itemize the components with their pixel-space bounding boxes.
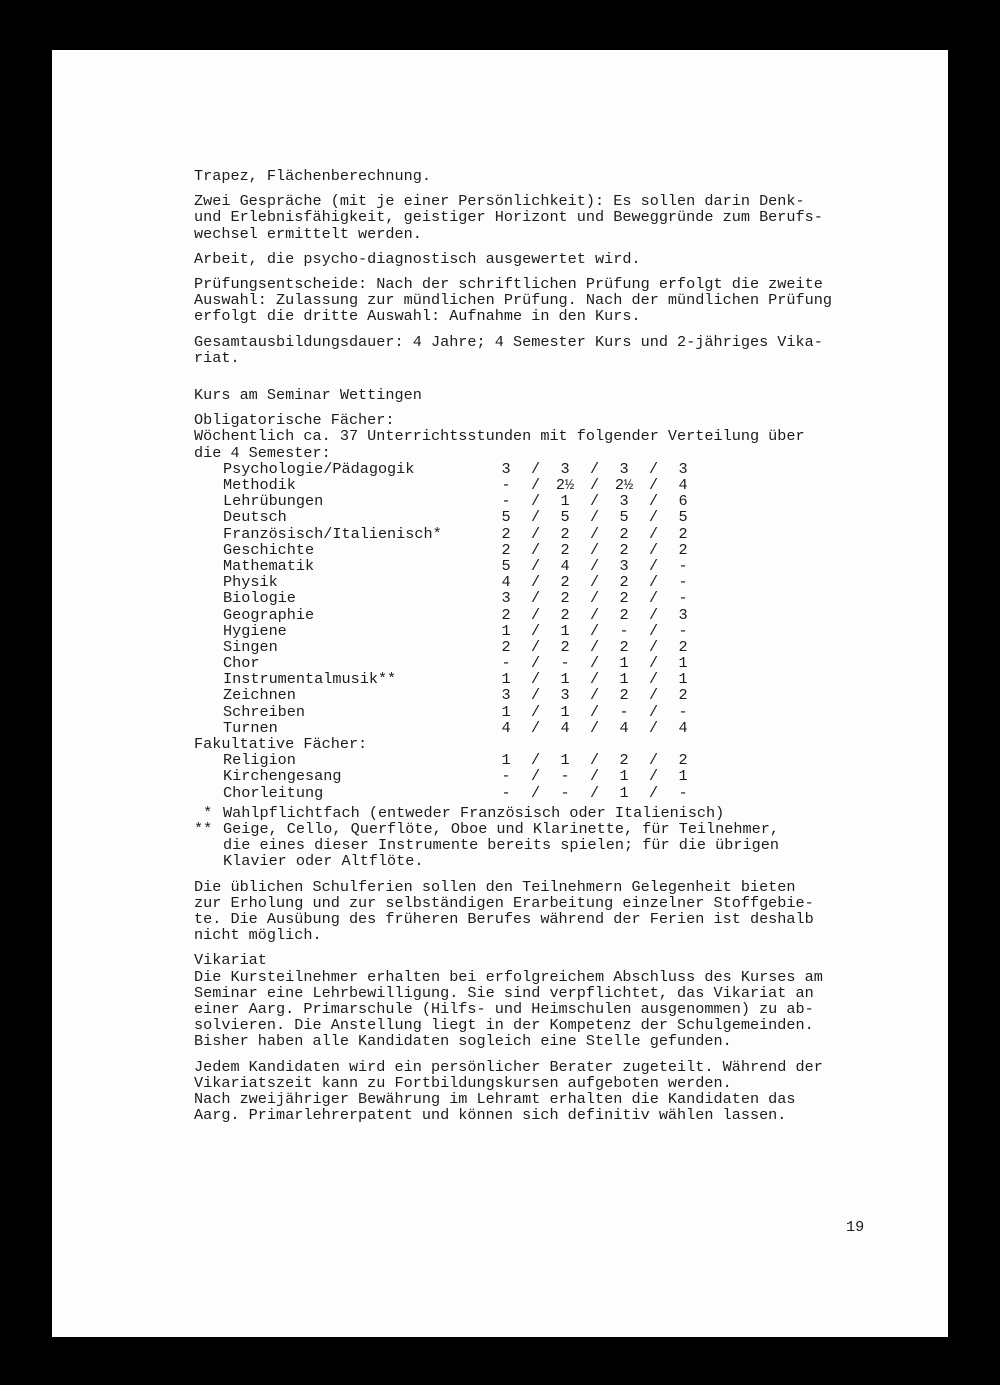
semester-hours: - xyxy=(501,783,511,802)
subject-row xyxy=(194,477,894,493)
subject-name: Geschichte xyxy=(223,540,315,559)
subject-row xyxy=(194,623,894,639)
fakultativ-heading: Fakultative Fächer: xyxy=(194,735,368,754)
semester-hours: 5 xyxy=(560,508,570,527)
separator: / xyxy=(530,621,541,640)
subject-name: Chorleitung xyxy=(223,783,324,802)
semester-hours: - xyxy=(501,492,511,511)
page-number: 19 xyxy=(846,1218,865,1236)
separator: / xyxy=(589,459,600,478)
separator: / xyxy=(589,767,600,786)
semester-hours: 1 xyxy=(619,783,629,802)
semester-hours: - xyxy=(501,767,511,786)
semester-hours: 3 xyxy=(560,459,570,478)
separator: / xyxy=(530,686,541,705)
semester-hours: 1 xyxy=(619,767,629,786)
semester-hours: 4 xyxy=(678,718,688,737)
separator: / xyxy=(589,751,600,770)
semester-hours: 4 xyxy=(501,573,511,592)
separator: / xyxy=(530,573,541,592)
separator: / xyxy=(530,492,541,511)
semester-hours: 1 xyxy=(619,670,629,689)
semester-hours: - xyxy=(678,702,688,721)
separator: / xyxy=(589,670,600,689)
gespraeche-paragraph: Zwei Gespräche (mit je einer Persönlichkeit): Es sollen darin Denk- und Erlebnisfähigkeit, geistiger Horizont und Beweggründe zum Berufs- wechsel ermittelt werden. xyxy=(194,192,823,243)
separator: / xyxy=(589,540,600,559)
subject-name: Französisch/Italienisch* xyxy=(223,524,442,543)
semester-hours: 2 xyxy=(560,589,570,608)
footnote xyxy=(194,821,894,870)
subject-row xyxy=(194,558,894,574)
subject-row xyxy=(194,590,894,606)
vikariat-paragraph-1: Die Kursteilnehmer erhalten bei erfolgreichem Abschluss des Kurses am Seminar eine Lehrbewilligung. Sie sind verpflichtet, das Vikariat an einer Aarg. Primarschule (Hilfs- und Heimschulen ausgenommen) zu ab- solvieren. Die Anstellung liegt in der Kompetenz der Schulgemeinden. Bisher haben alle Kandidaten sogleich eine Stelle gefunden. xyxy=(194,967,823,1051)
subject-name: Hygiene xyxy=(223,621,287,640)
semester-hours: 2 xyxy=(560,540,570,559)
separator: / xyxy=(530,702,541,721)
separator: / xyxy=(648,459,659,478)
semester-hours: 3 xyxy=(678,459,688,478)
kurs-title: Kurs am Seminar Wettingen xyxy=(194,386,422,405)
semester-hours: 1 xyxy=(560,751,570,770)
subject-name: Mathematik xyxy=(223,556,315,575)
subject-row xyxy=(194,639,894,655)
semester-hours: 2 xyxy=(501,524,511,543)
semester-hours: 6 xyxy=(678,492,688,511)
footnote xyxy=(194,805,894,821)
subjects-table xyxy=(194,461,894,736)
obligatorisch-heading: Obligatorische Fächer: xyxy=(194,411,395,430)
subject-row xyxy=(194,671,894,687)
separator: / xyxy=(530,783,541,802)
semester-hours: - xyxy=(560,783,570,802)
semester-hours: 4 xyxy=(560,556,570,575)
separator: / xyxy=(648,654,659,673)
semester-hours: 3 xyxy=(619,492,629,511)
semester-hours: - xyxy=(619,621,629,640)
separator: / xyxy=(648,524,659,543)
separator: / xyxy=(530,670,541,689)
semester-hours: 3 xyxy=(501,459,511,478)
semester-hours: 1 xyxy=(501,621,511,640)
subject-name: Schreiben xyxy=(223,702,306,721)
semester-hours: 2 xyxy=(619,524,629,543)
semester-hours: 3 xyxy=(619,459,629,478)
separator: / xyxy=(530,589,541,608)
semester-hours: - xyxy=(678,556,688,575)
semester-hours: 2 xyxy=(619,686,629,705)
subject-name: Singen xyxy=(223,637,278,656)
obligatorisch-text: Wöchentlich ca. 37 Unterrichtsstunden mit folgender Verteilung über die 4 Semester: xyxy=(194,427,805,462)
semester-hours: 3 xyxy=(501,589,511,608)
semester-hours: 1 xyxy=(560,670,570,689)
semester-hours: 3 xyxy=(678,605,688,624)
semester-hours: 2 xyxy=(678,751,688,770)
semester-hours: - xyxy=(678,621,688,640)
separator: / xyxy=(589,524,600,543)
semester-hours: 2 xyxy=(678,686,688,705)
semester-hours: 1 xyxy=(501,670,511,689)
semester-hours: 1 xyxy=(501,702,511,721)
semester-hours: 5 xyxy=(619,508,629,527)
semester-hours: 2 xyxy=(619,573,629,592)
subject-row xyxy=(194,704,894,720)
semester-hours: - xyxy=(501,654,511,673)
separator: / xyxy=(589,492,600,511)
semester-hours: 1 xyxy=(678,670,688,689)
semester-hours: - xyxy=(501,476,511,495)
subject-row xyxy=(194,526,894,542)
fakultativ-table xyxy=(194,752,894,801)
footnote-mark: * xyxy=(194,803,213,822)
separator: / xyxy=(589,718,600,737)
subject-row xyxy=(194,768,894,784)
separator: / xyxy=(530,540,541,559)
separator: / xyxy=(530,654,541,673)
vikariat-title: Vikariat xyxy=(194,951,267,970)
semester-hours: 4 xyxy=(560,718,570,737)
separator: / xyxy=(530,556,541,575)
semester-hours: 2 xyxy=(501,637,511,656)
separator: / xyxy=(589,589,600,608)
semester-hours: 2 xyxy=(678,524,688,543)
semester-hours: 2 xyxy=(501,605,511,624)
semester-hours: 2 xyxy=(619,751,629,770)
semester-hours: 1 xyxy=(560,702,570,721)
separator: / xyxy=(648,540,659,559)
separator: / xyxy=(530,637,541,656)
separator: / xyxy=(589,508,600,527)
separator: / xyxy=(530,751,541,770)
semester-hours: - xyxy=(678,573,688,592)
document-page xyxy=(52,50,948,1337)
subject-name: Chor xyxy=(223,654,260,673)
separator: / xyxy=(648,556,659,575)
subject-name: Instrumentalmusik** xyxy=(223,670,397,689)
separator: / xyxy=(589,621,600,640)
subject-name: Zeichnen xyxy=(223,686,296,705)
separator: / xyxy=(648,702,659,721)
semester-hours: 2½ xyxy=(614,476,634,495)
semester-hours: 4 xyxy=(501,718,511,737)
separator: / xyxy=(648,686,659,705)
subject-row xyxy=(194,752,894,768)
separator: / xyxy=(530,476,541,495)
subject-name: Kirchengesang xyxy=(223,767,342,786)
semester-hours: 5 xyxy=(501,508,511,527)
subject-row xyxy=(194,785,894,801)
separator: / xyxy=(648,751,659,770)
separator: / xyxy=(530,459,541,478)
semester-hours: 2 xyxy=(560,605,570,624)
semester-hours: 1 xyxy=(619,654,629,673)
semester-hours: 2 xyxy=(619,540,629,559)
subject-row xyxy=(194,542,894,558)
separator: / xyxy=(648,573,659,592)
separator: / xyxy=(648,718,659,737)
semester-hours: 2 xyxy=(619,589,629,608)
subject-name: Lehrübungen xyxy=(223,492,324,511)
separator: / xyxy=(530,767,541,786)
subject-name: Religion xyxy=(223,751,296,770)
separator: / xyxy=(530,718,541,737)
separator: / xyxy=(589,605,600,624)
separator: / xyxy=(648,621,659,640)
separator: / xyxy=(589,476,600,495)
semester-hours: 1 xyxy=(501,751,511,770)
subject-name: Turnen xyxy=(223,718,278,737)
semester-hours: 3 xyxy=(501,686,511,705)
semester-hours: 2 xyxy=(560,573,570,592)
semester-hours: 2 xyxy=(619,637,629,656)
dauer-paragraph: Gesamtausbildungsdauer: 4 Jahre; 4 Semester Kurs und 2-jähriges Vika- riat. xyxy=(194,332,823,367)
semester-hours: 2 xyxy=(619,605,629,624)
separator: / xyxy=(530,605,541,624)
footnote-mark: ** xyxy=(194,820,213,838)
semester-hours: 5 xyxy=(678,508,688,527)
subject-row xyxy=(194,720,894,736)
footnote-text: Wahlpflichtfach (entweder Französisch oder Italienisch) xyxy=(223,803,725,822)
subject-name: Psychologie/Pädagogik xyxy=(223,459,415,478)
separator: / xyxy=(648,605,659,624)
semester-hours: 2 xyxy=(678,540,688,559)
subject-row xyxy=(194,509,894,525)
semester-hours: - xyxy=(560,767,570,786)
arbeit-paragraph: Arbeit, die psycho-diagnostisch ausgewertet wird. xyxy=(194,249,641,268)
semester-hours: 1 xyxy=(560,492,570,511)
semester-hours: 2 xyxy=(560,524,570,543)
semester-hours: - xyxy=(619,702,629,721)
semester-hours: 2 xyxy=(501,540,511,559)
semester-hours: - xyxy=(678,783,688,802)
separator: / xyxy=(589,783,600,802)
semester-hours: 3 xyxy=(560,686,570,705)
semester-hours: 5 xyxy=(501,556,511,575)
separator: / xyxy=(530,524,541,543)
separator: / xyxy=(648,637,659,656)
separator: / xyxy=(589,573,600,592)
separator: / xyxy=(648,476,659,495)
semester-hours: 4 xyxy=(619,718,629,737)
semester-hours: 2 xyxy=(560,637,570,656)
vikariat-paragraph-2: Jedem Kandidaten wird ein persönlicher Berater zugeteilt. Während der Vikariatszeit kann zu Fortbildungskursen aufgeboten werden. Nach zweijähriger Bewährung im Lehramt erhalten die Kandidaten das Aarg. Primarlehrerpatent und können sich definitiv wählen lassen. xyxy=(194,1057,823,1125)
separator: / xyxy=(530,508,541,527)
separator: / xyxy=(589,686,600,705)
subject-name: Biologie xyxy=(223,589,296,608)
separator: / xyxy=(589,702,600,721)
subject-name: Deutsch xyxy=(223,508,287,527)
separator: / xyxy=(648,492,659,511)
subject-row xyxy=(194,607,894,623)
semester-hours: 2½ xyxy=(555,476,575,495)
separator: / xyxy=(648,783,659,802)
pruefung-paragraph: Prüfungsentscheide: Nach der schriftlichen Prüfung erfolgt die zweite Auswahl: Zulassung zur mündlichen Prüfung. Nach der mündlichen Prüfung erfolgt die dritte Auswahl: Aufnahme in den Kurs. xyxy=(194,275,832,326)
subject-row xyxy=(194,574,894,590)
subject-row xyxy=(194,461,894,477)
separator: / xyxy=(648,670,659,689)
semester-hours: - xyxy=(560,654,570,673)
subject-name: Geographie xyxy=(223,605,315,624)
semester-hours: 3 xyxy=(619,556,629,575)
ferien-paragraph: Die üblichen Schulferien sollen den Teilnehmern Gelegenheit bieten zur Erholung und zur selbständigen Erarbeitung einzelner Stoffgebie- te. Die Ausübung des früheren Berufes während der Ferien ist deshalb nicht möglich. xyxy=(194,877,814,945)
semester-hours: 4 xyxy=(678,476,688,495)
subject-name: Methodik xyxy=(223,476,296,495)
subject-row xyxy=(194,493,894,509)
subject-row xyxy=(194,655,894,671)
footnote-text: Geige, Cello, Querflöte, Oboe und Klarinette, für Teilnehmer, die eines dieser Instrumente bereits spielen; für die übrigen Klavier oder Altflöte. xyxy=(223,820,779,871)
separator: / xyxy=(648,589,659,608)
subject-row xyxy=(194,687,894,703)
separator: / xyxy=(589,654,600,673)
separator: / xyxy=(589,637,600,656)
semester-hours: 2 xyxy=(678,637,688,656)
semester-hours: 1 xyxy=(560,621,570,640)
separator: / xyxy=(648,767,659,786)
semester-hours: 1 xyxy=(678,654,688,673)
semester-hours: - xyxy=(678,589,688,608)
intro-line: Trapez, Flächenberechnung. xyxy=(194,167,431,185)
separator: / xyxy=(648,508,659,527)
footnotes xyxy=(194,805,894,870)
subject-name: Physik xyxy=(223,573,278,592)
separator: / xyxy=(589,556,600,575)
page-content xyxy=(194,168,894,1132)
semester-hours: 1 xyxy=(678,767,688,786)
